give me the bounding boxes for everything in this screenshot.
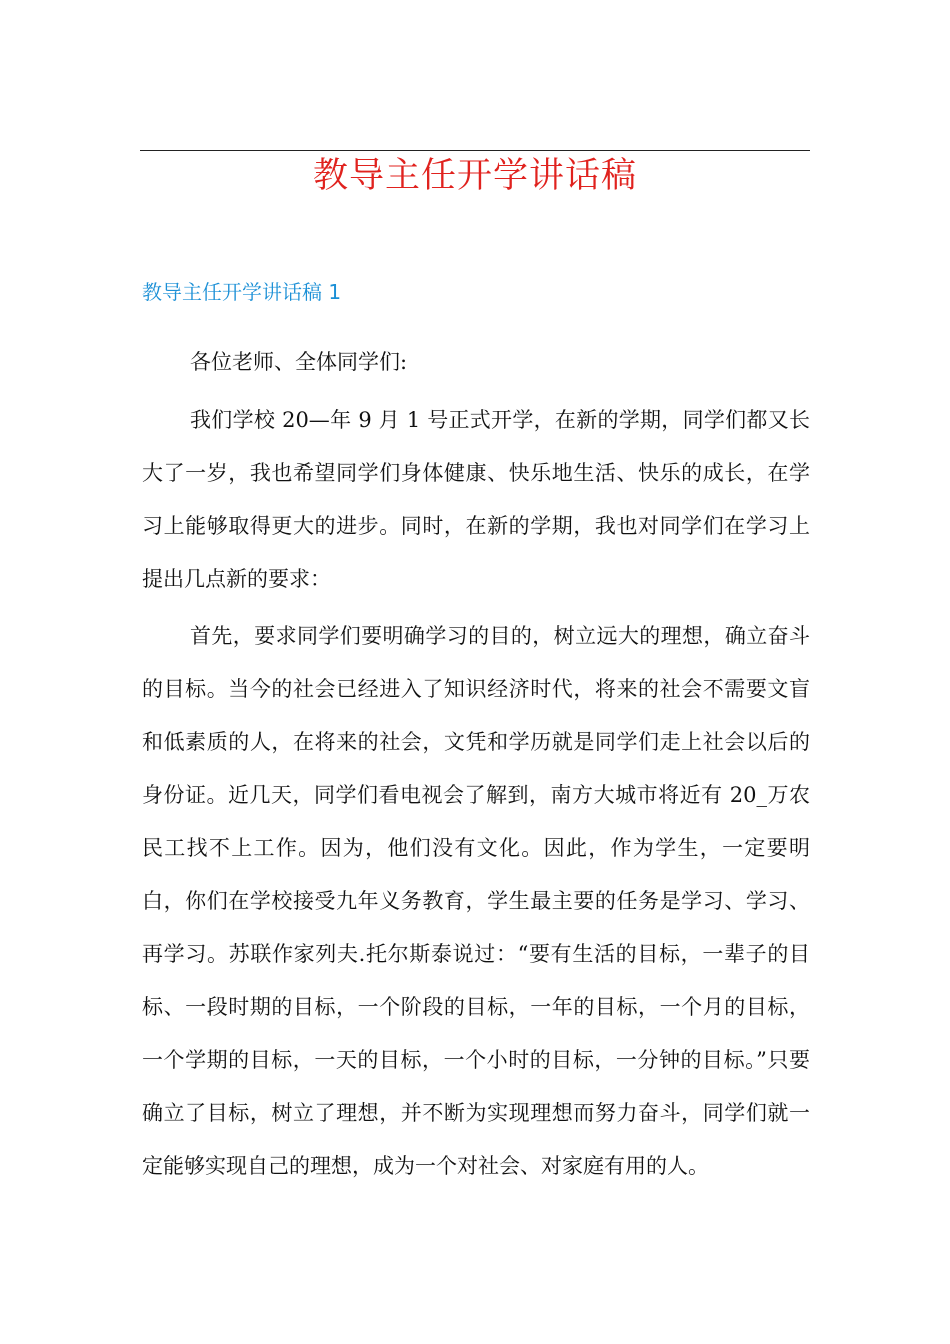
section-heading: 教导主任开学讲话稿 1 xyxy=(142,280,342,304)
salutation: 各位老师、全体同学们: xyxy=(190,350,408,374)
document-title: 教导主任开学讲话稿 xyxy=(312,156,637,196)
header-rule xyxy=(140,150,810,151)
paragraph-2: 首先，要求同学们要明确学习的目的，树立远大的理想，确立奋斗的目标。当今的社会已经进入了知识经济时代，将来的社会不需要文盲和低素质的人，在将来的社会，文凭和学历就是同学们走上社会以后的身份证。近几天，同学们看电视会了解到，南方大城市将近有 20_万农民工找不上工作。因为，他们没有文化。因此，作为学生，一定要明白，你们在学校接受九年义务教育，学生最主要的任务是学习、学习、再学习。苏联作家列夫.托尔斯泰说过：“要有生活的目标，一辈子的目标、一段时期的目标，一个阶段的目标，一年的目标，一个月的目标，一个学期的目标，一天的目标，一个小时的目标，一分钟的目标。”只要确立了目标，树立了理想，并不断为实现理想而努力奋斗，同学们就一定能够实现自己的理想，成为一个对社会、对家庭有用的人。 xyxy=(142,624,810,1178)
paragraph-1: 我们学校 20—年 9 月 1 号正式开学，在新的学期，同学们都又长大了一岁，我也希望同学们身体健康、快乐地生活、快乐的成长，在学习上能够取得更大的进步。同时，在新的学期，我也对同学们在学习上提出几点新的要求： xyxy=(142,408,810,591)
